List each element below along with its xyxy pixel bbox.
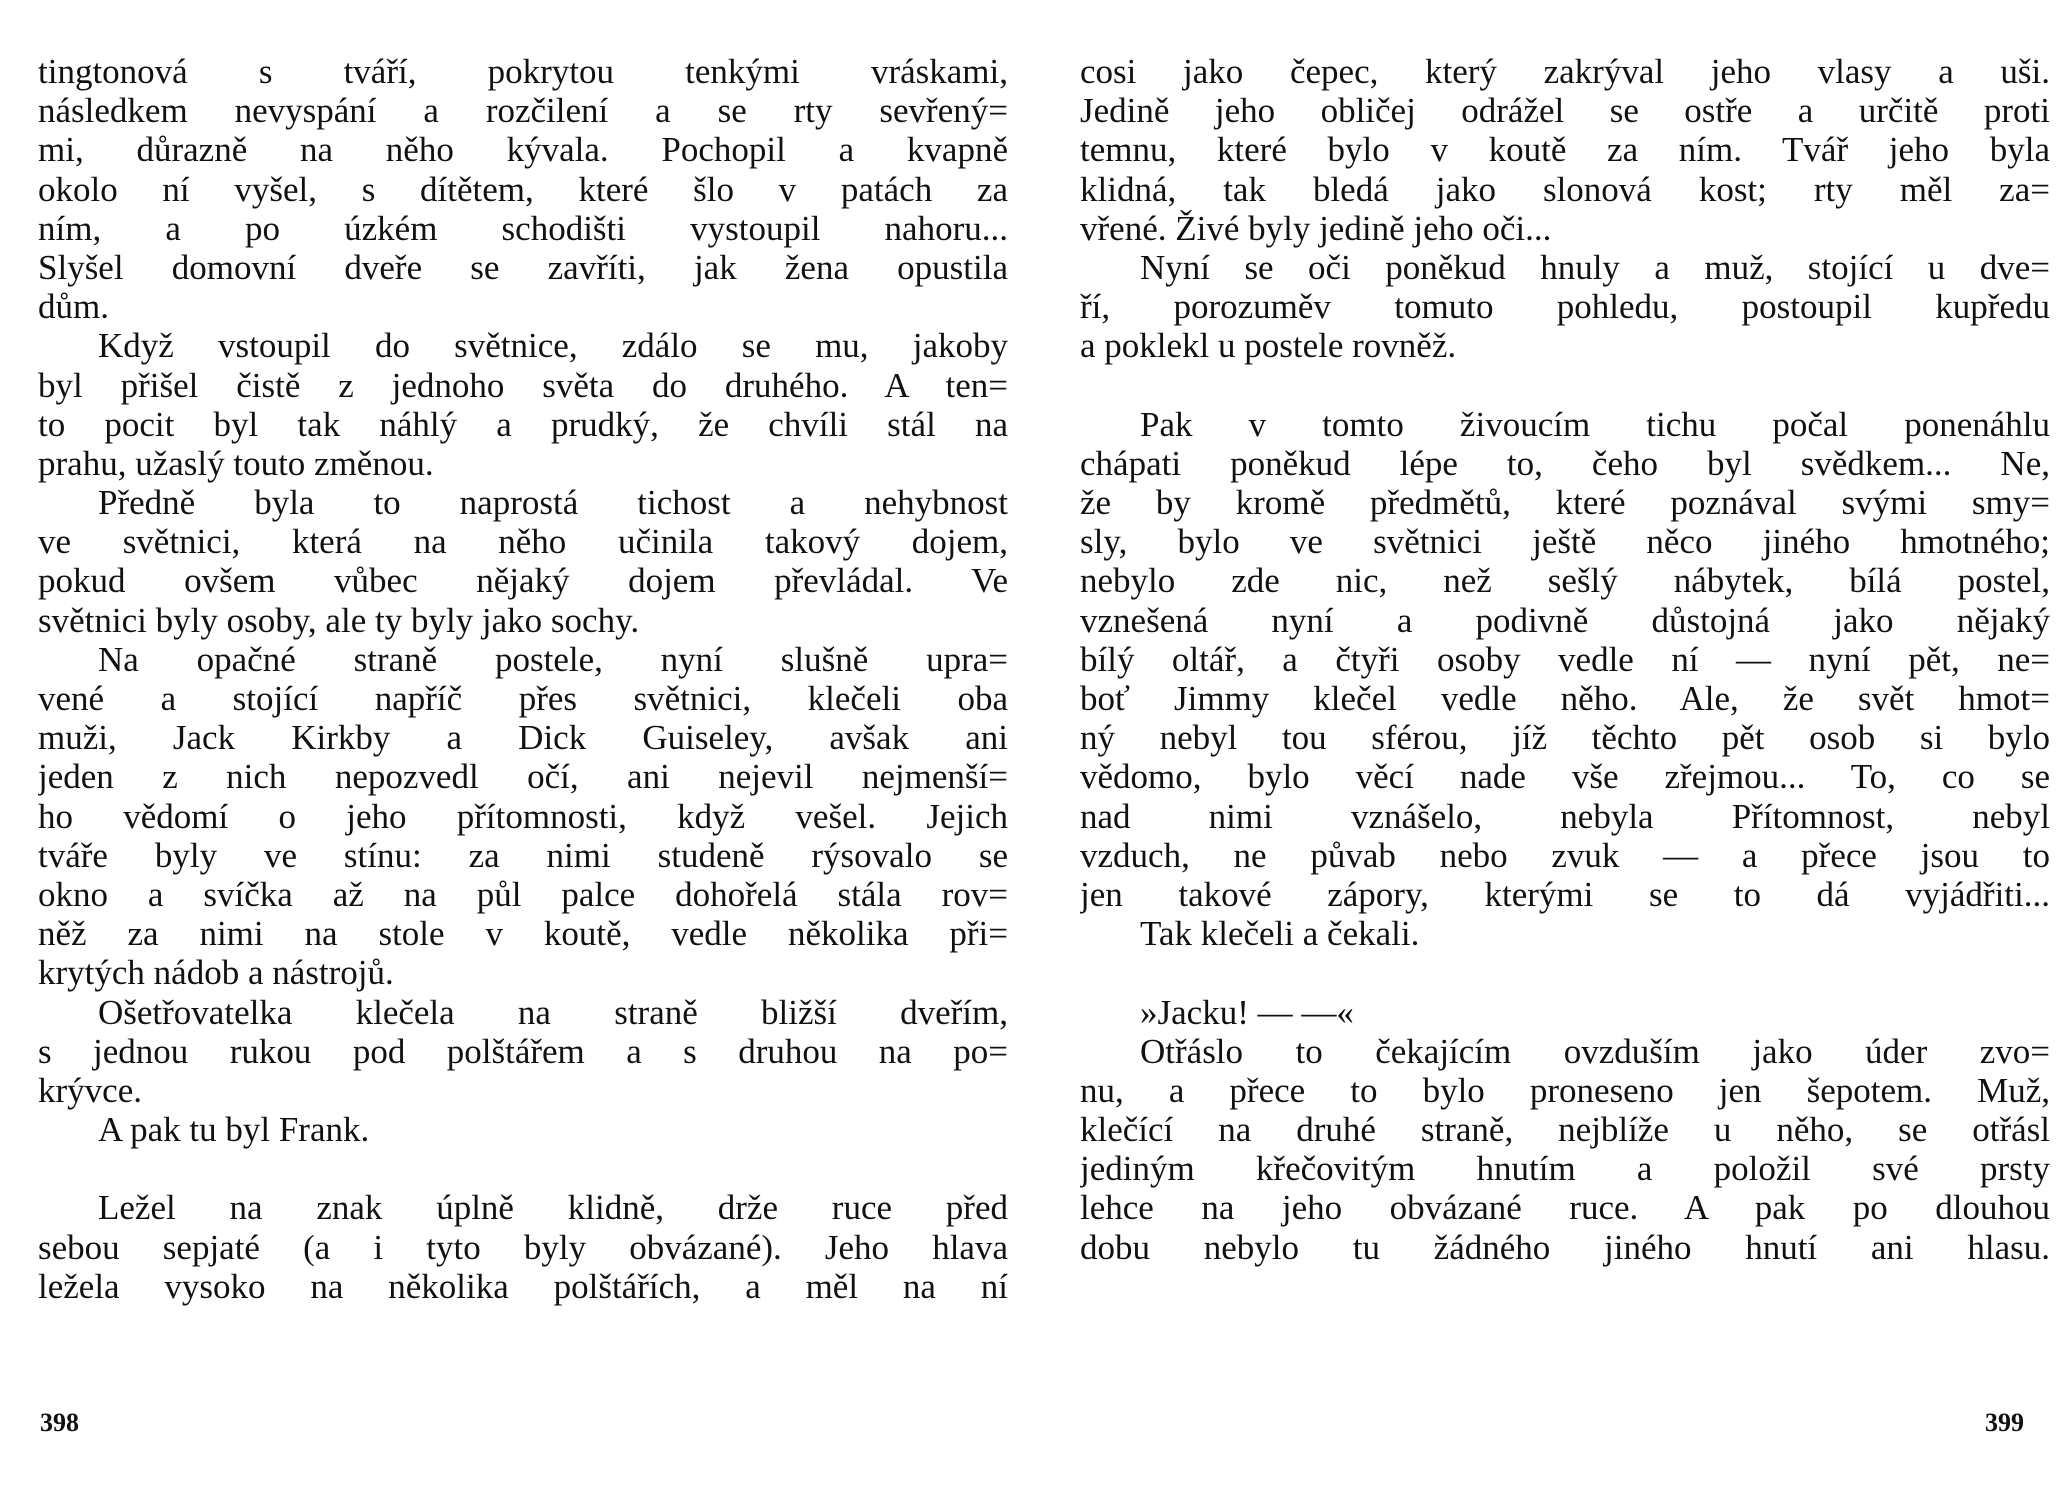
text-line: s jednou rukou pod polštářem a s druhou na po= (38, 1031, 1008, 1071)
text-line: krytých nádob a nástrojů. (38, 953, 394, 993)
text-line: ří, porozuměv tomuto pohledu, postoupil kupředu (1080, 287, 2050, 327)
text-line: byl přišel čistě z jednoho světa do druhého. A ten= (38, 365, 1008, 405)
text-line: nu, a přece to bylo proneseno jen šepotem. Muž, (1080, 1070, 2050, 1110)
text-line: Na opačné straně postele, nyní slušně upra= (98, 639, 1008, 679)
text-line: klečící na druhé straně, nejblíže u něho, se otřásl (1080, 1110, 2050, 1150)
text-line: ležela vysoko na několika polštářích, a měl na ní (38, 1266, 1008, 1306)
text-line: vřené. Živé byly jedině jeho oči... (1080, 208, 1552, 248)
text-line: muži, Jack Kirkby a Dick Guiseley, avšak ani (38, 718, 1008, 758)
text-line: krývce. (38, 1070, 142, 1110)
text-line: »Jacku! — —« (1140, 992, 1354, 1032)
text-line: nad nimi vznášelo, nebyla Přítomnost, nebyl (1080, 796, 2050, 836)
right-page-number: 399 (1985, 1408, 2024, 1437)
text-line: Když vstoupil do světnice, zdálo se mu, jakoby (98, 326, 1008, 366)
text-line: lehce na jeho obvázané ruce. A pak po dlouhou (1080, 1188, 2050, 1228)
text-line: Tak klečeli a čekali. (1140, 914, 1420, 954)
text-line: sebou sepjaté (a i tyto byly obvázané). Jeho hlava (38, 1227, 1008, 1267)
left-page (38, 52, 1008, 1452)
text-line: tváře byly ve stínu: za nimi studeně rýsovalo se (38, 835, 1008, 875)
text-line: ve světnici, která na něho učinila takový dojem, (38, 522, 1008, 562)
text-line: vědomo, bylo věcí nade vše zřejmou... To, co se (1080, 757, 2050, 797)
left-page-number: 398 (40, 1408, 79, 1437)
text-line (38, 1149, 1008, 1188)
text-line: ním, a po úzkém schodišti vystoupil nahoru... (38, 208, 1008, 248)
text-line: cosi jako čepec, který zakrýval jeho vlasy a uši. (1080, 52, 2050, 91)
text-line: mi, důrazně na něho kývala. Pochopil a kvapně (38, 130, 1008, 170)
text-line: okno a svíčka až na půl palce dohořelá stála rov= (38, 874, 1008, 914)
text-line: dům. (38, 287, 109, 327)
text-line: ný nebyl tou sférou, jíž těchto pět osob si bylo (1080, 718, 2050, 758)
text-line: to pocit byl tak náhlý a prudký, že chvíli stál na (38, 404, 1008, 444)
text-line: bílý oltář, a čtyři osoby vedle ní — nyní pět, ne= (1080, 639, 2050, 679)
text-line: temnu, které bylo v koutě za ním. Tvář jeho byla (1080, 130, 2050, 170)
text-line: Jedině jeho obličej odrážel se ostře a určitě proti (1080, 91, 2050, 131)
text-line: něž za nimi na stole v koutě, vedle několika při= (38, 914, 1008, 954)
text-line: následkem nevyspání a rozčilení a se rty sevřený= (38, 91, 1008, 131)
text-line: sly, bylo ve světnici ještě něco jiného hmotného; (1080, 522, 2050, 562)
text-line: A pak tu byl Frank. (98, 1110, 370, 1150)
text-line: Slyšel domovní dveře se zavříti, jak žena opustila (38, 247, 1008, 287)
text-line: chápati poněkud lépe to, čeho byl svědkem... Ne, (1080, 443, 2050, 483)
text-line: jen takové zápory, kterými se to dá vyjádřiti... (1080, 874, 2050, 914)
text-line: vené a stojící napříč přes světnici, klečeli oba (38, 679, 1008, 718)
text-line: dobu nebylo tu žádného jiného hnutí ani hlasu. (1080, 1227, 2050, 1267)
text-line: okolo ní vyšel, s dítětem, které šlo v patách za (38, 169, 1008, 209)
text-line: ho vědomí o jeho přítomnosti, když vešel. Jejich (38, 796, 1008, 836)
text-line: klidná, tak bledá jako slonová kost; rty měl za= (1080, 169, 2050, 209)
text-line: pokud ovšem vůbec nějaký dojem převládal. Ve (38, 561, 1008, 601)
text-line: vzduch, ne půvab nebo zvuk — a přece jsou to (1080, 835, 2050, 875)
text-line: Otřáslo to čekajícím ovzduším jako úder zvo= (1140, 1031, 2050, 1071)
text-line: Předně byla to naprostá tichost a nehybnost (98, 483, 1008, 523)
text-line: Ošetřovatelka klečela na straně bližší dveřím, (98, 992, 1008, 1032)
text-line: Pak v tomto živoucím tichu počal ponenáhlu (1140, 404, 2050, 444)
text-line: jeden z nich nepozvedl očí, ani nejevil nejmenší= (38, 757, 1008, 797)
text-line: boť Jimmy klečel vedle něho. Ale, že svět hmot= (1080, 679, 2050, 718)
text-line (1080, 953, 2050, 992)
text-line: že by kromě předmětů, které poznával svými smy= (1080, 483, 2050, 523)
text-line: světnici byly osoby, ale ty byly jako sochy. (38, 600, 640, 640)
text-line: Nyní se oči poněkud hnuly a muž, stojící u dve= (1140, 247, 2050, 287)
text-line: tingtonová s tváří, pokrytou tenkými vráskami, (38, 52, 1008, 91)
text-line (1080, 366, 2050, 405)
text-line: nebylo zde nic, než sešlý nábytek, bílá postel, (1080, 561, 2050, 601)
text-line: a poklekl u postele rovněž. (1080, 326, 1457, 366)
text-line: vznešená nyní a podivně důstojná jako nějaký (1080, 600, 2050, 640)
text-line: prahu, užaslý touto změnou. (38, 443, 434, 483)
text-line: Ležel na znak úplně klidně, drže ruce před (98, 1188, 1008, 1228)
text-line: jediným křečovitým hnutím a položil své prsty (1080, 1149, 2050, 1189)
right-page (1080, 52, 2050, 1452)
